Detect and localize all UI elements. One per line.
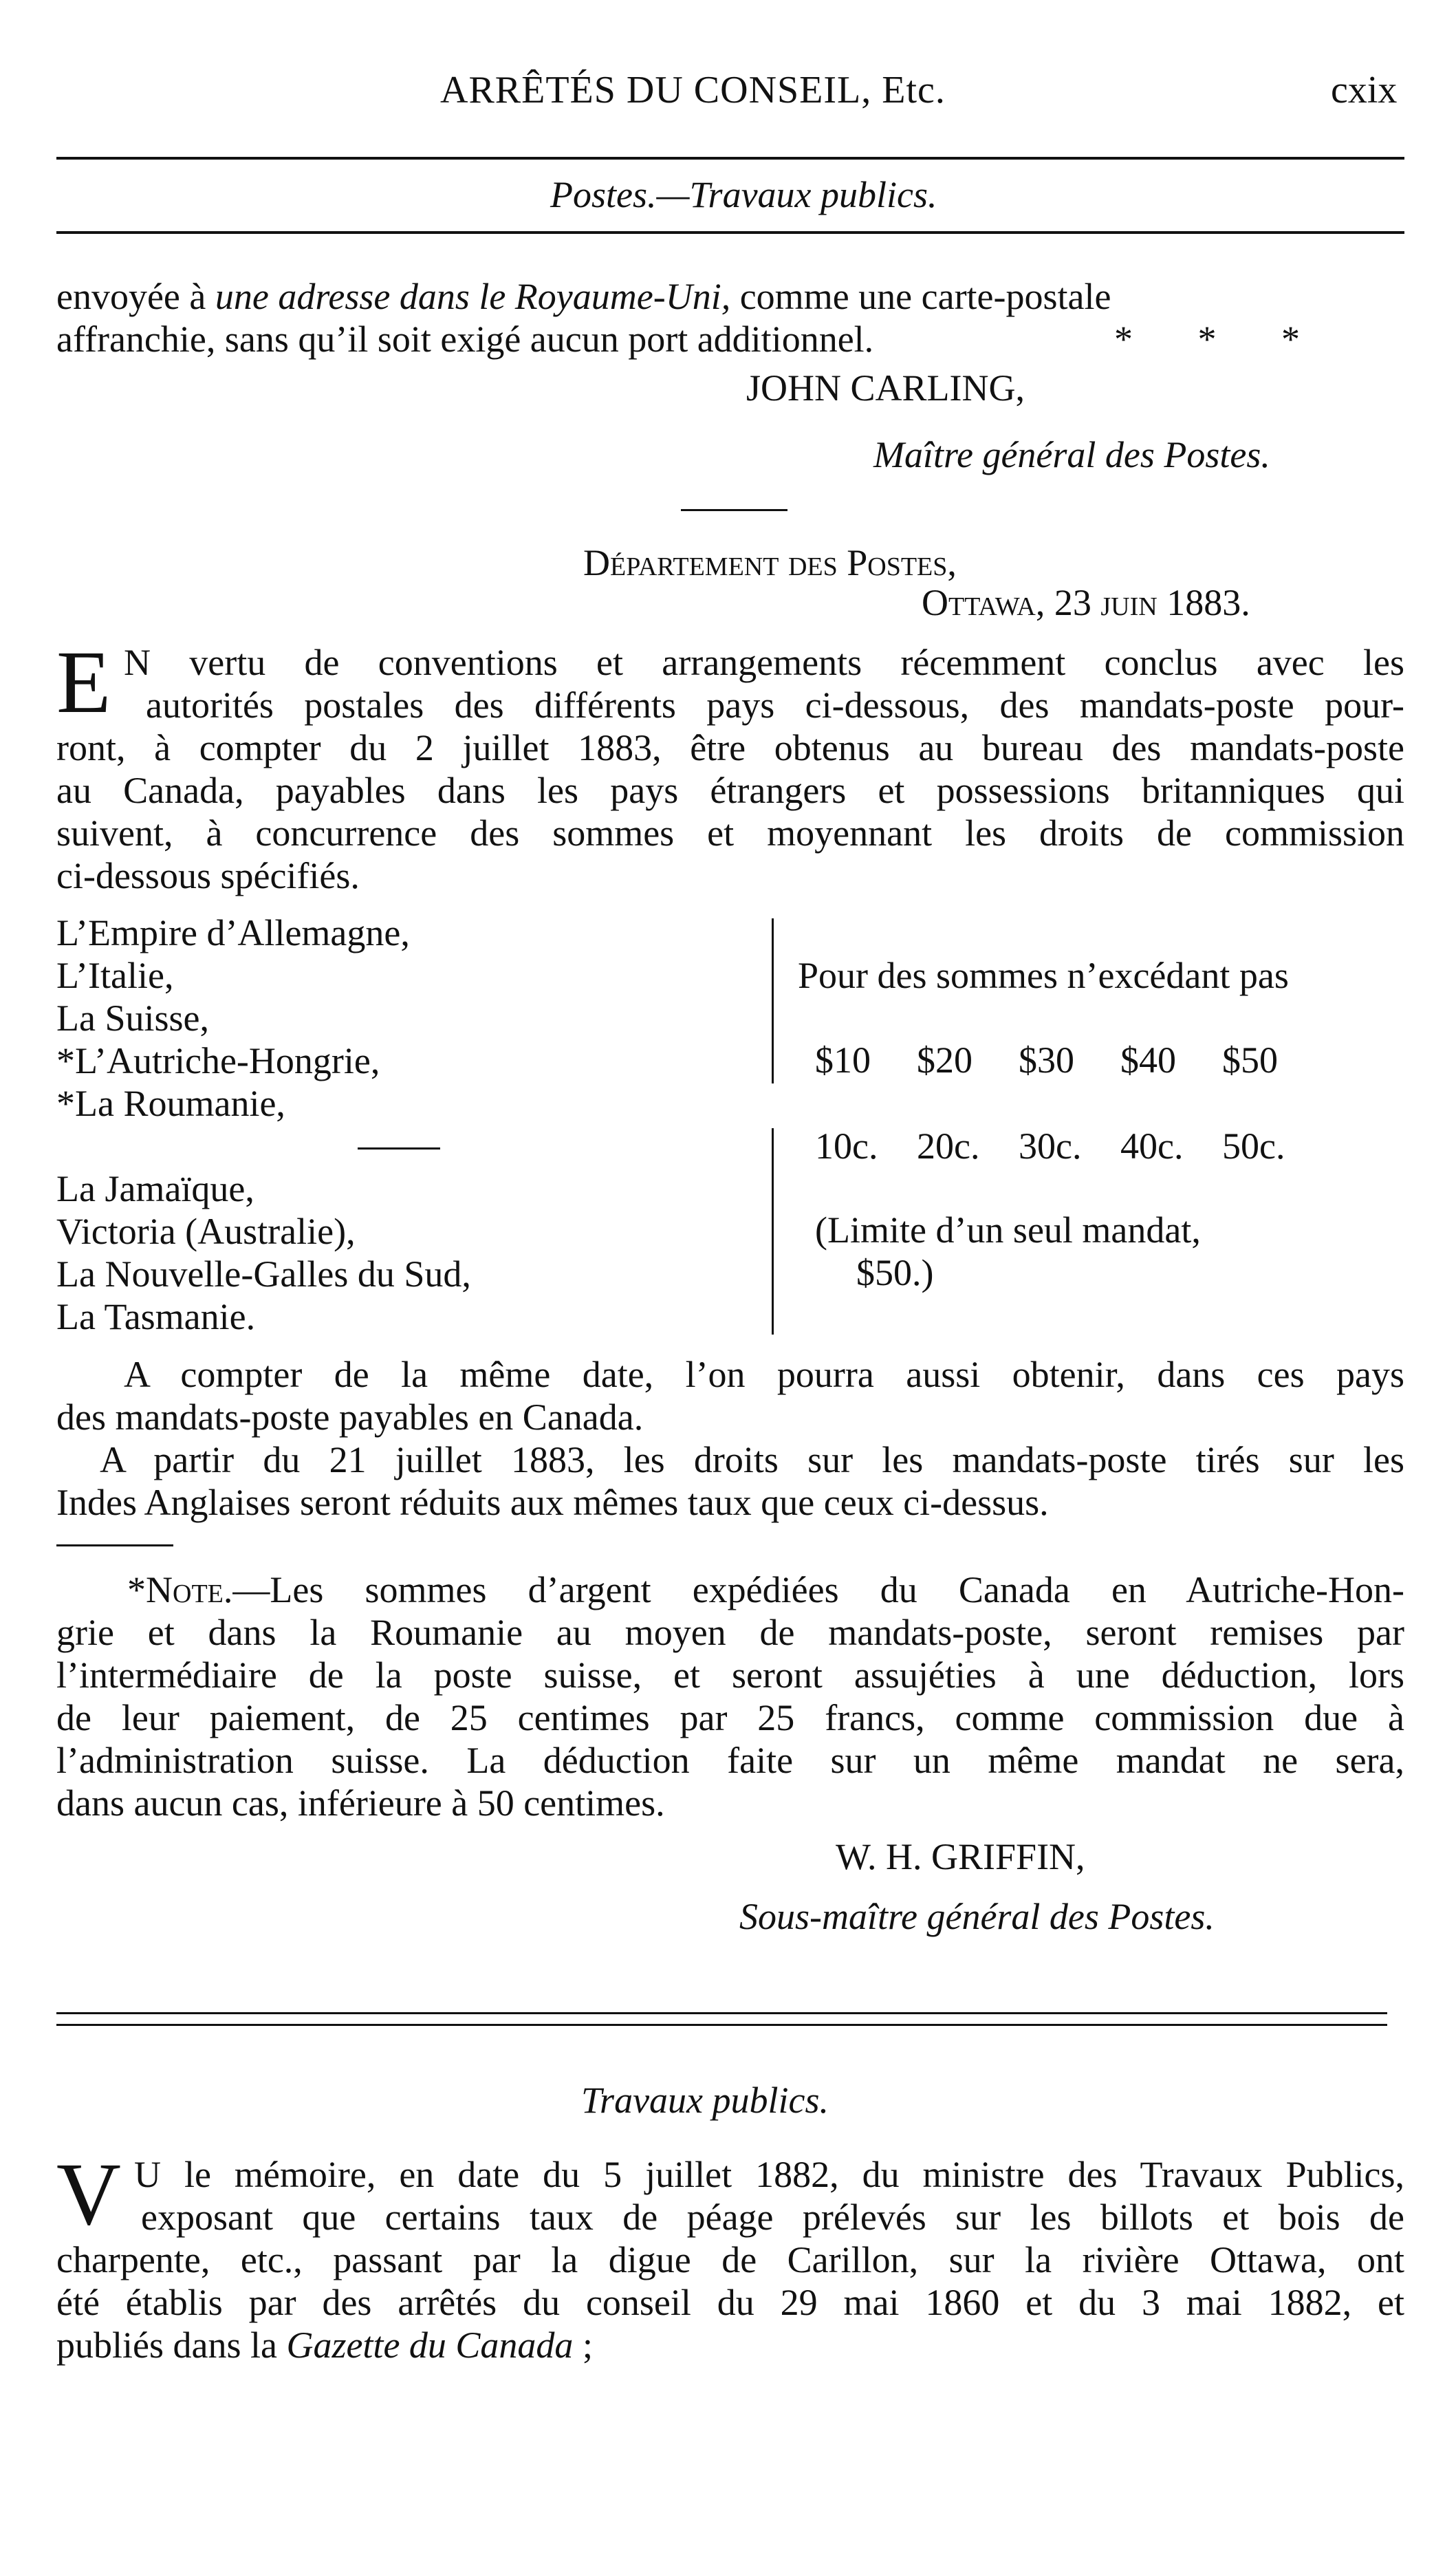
block2-signer: W. H. GRIFFIN,: [836, 1836, 1085, 1877]
note-separator: [56, 1544, 173, 1546]
running-title: ARRÊTÉS DU CONSEIL, Etc.: [440, 69, 946, 111]
page-number: cxix: [1331, 69, 1398, 111]
note-line4: de leur paiement, de 25 centimes par 25 francs, comme commission due à: [56, 1697, 1404, 1738]
para1-line2: autorités postales des différents pays ci-dessous, des mandats-poste pour-: [146, 684, 1404, 726]
brace-a: [772, 918, 774, 1083]
fee-cell: 30c.: [1019, 1125, 1082, 1167]
country-item: *L’Autriche-Hongrie,: [56, 1040, 380, 1081]
drop-cap-v: V: [56, 2145, 121, 2244]
note-line6: dans aucun cas, inférieure à 50 centimes.: [56, 1782, 665, 1824]
block1-signer-title: Maître général des Postes.: [873, 434, 1270, 475]
amount-cell: $30: [1019, 1039, 1074, 1081]
para1-line4: au Canada, payables dans les pays étrangers et possessions britanniques qui: [56, 770, 1404, 811]
para1-line3: ront, à compter du 2 juillet 1883, être obtenus au bureau des mandats-poste: [56, 727, 1404, 768]
para3-line1: U le mémoire, en date du 5 juillet 1882, du ministre des Travaux Publics,: [134, 2154, 1404, 2195]
country-list-b: [56, 1167, 471, 1338]
amount-cell: $50: [1222, 1039, 1278, 1081]
para3-line4: été établis par des arrêtés du conseil du 29 mai 1860 et du 3 mai 1882, et: [56, 2282, 1404, 2323]
para3-line2: exposant que certains taux de péage prélevés sur les billots et bois de: [141, 2197, 1404, 2238]
block1-signer: JOHN CARLING,: [746, 367, 1025, 409]
after-line2: des mandats-poste payables en Canada.: [56, 1396, 644, 1438]
amounts-label: Pour des sommes n’excédant pas: [798, 955, 1289, 996]
after-line3: A partir du 21 juillet 1883, les droits sur les mandats-poste tirés sur les: [100, 1439, 1404, 1480]
fee-cell: 20c.: [917, 1125, 980, 1167]
drop-cap-e: E: [56, 633, 111, 732]
limit-line2: $50.): [856, 1252, 934, 1293]
country-separator: [358, 1147, 440, 1150]
double-rule-bottom: [56, 2024, 1387, 2026]
country-item: La Suisse,: [56, 997, 209, 1039]
para3-line5: [56, 2324, 593, 2366]
block1-line1-italic: une adresse dans le Royaume-Uni,: [215, 276, 731, 317]
country-list-a: [56, 911, 410, 1125]
note-line1: [127, 1568, 1404, 1611]
country-item: Victoria (Australie),: [56, 1211, 356, 1252]
double-rule-top: [56, 2012, 1387, 2014]
amount-cell: $40: [1120, 1039, 1176, 1081]
note-line5: l’administration suisse. La déduction faite sur un même mandat ne sera,: [56, 1740, 1404, 1781]
brace-b: [772, 1128, 774, 1335]
department-heading: Département des Postes,: [583, 542, 957, 583]
note-line2: grie et dans la Roumanie au moyen de mandats-poste, seront remises par: [56, 1612, 1404, 1653]
fees-row: [815, 1125, 1324, 1167]
country-item: L’Empire d’Allemagne,: [56, 912, 410, 953]
block1-line2: affranchie, sans qu’il soit exigé aucun port additionnel.: [56, 319, 874, 360]
fee-cell: 10c.: [815, 1125, 878, 1167]
after-line1: A compter de la même date, l’on pourra aussi obtenir, dans ces pays: [124, 1354, 1404, 1395]
place-date-text: Ottawa, 23 juin 1883.: [922, 582, 1250, 623]
header-rule-bottom: [56, 231, 1404, 234]
fee-cell: 50c.: [1222, 1125, 1285, 1167]
para1-line6: ci-dessous spécifiés.: [56, 855, 360, 896]
para1-line5: suivent, à concurrence des sommes et moyennant les droits de commission: [56, 812, 1404, 854]
block1-line1-post: comme une carte-postale: [730, 276, 1111, 317]
amounts-row: [815, 1039, 1324, 1081]
travaux-title: Travaux publics.: [581, 2080, 829, 2121]
fee-cell: 40c.: [1120, 1125, 1184, 1167]
limit-line1: (Limite d’un seul mandat,: [815, 1209, 1201, 1251]
after-line4: Indes Anglaises seront réduits aux mêmes taux que ceux ci-dessus.: [56, 1482, 1049, 1523]
country-item: *La Roumanie,: [56, 1083, 285, 1124]
country-item: La Nouvelle-Galles du Sud,: [56, 1253, 471, 1295]
block1-separator: [681, 509, 787, 511]
note-line3: l’intermédiaire de la poste suisse, et seront assujéties à une déduction, lors: [56, 1654, 1404, 1696]
para3-line5-post: ;: [573, 2324, 593, 2366]
para3-line3: charpente, etc., passant par la digue de Carillon, sur la rivière Ottawa, ont: [56, 2239, 1404, 2280]
country-item: La Jamaïque,: [56, 1168, 254, 1209]
country-item: L’Italie,: [56, 955, 174, 996]
para3-line5-pre: publiés dans la: [56, 2324, 287, 2366]
place-date: [922, 581, 1250, 624]
note-line1-text: —Les sommes d’argent expédiées du Canada en Autriche-Hon-: [232, 1569, 1404, 1610]
country-item: La Tasmanie.: [56, 1296, 256, 1337]
block2-signer-title: Sous-maître général des Postes.: [739, 1896, 1215, 1937]
header-rule-top: [56, 157, 1404, 160]
amount-cell: $10: [815, 1039, 871, 1081]
section-title: Postes.—Travaux publics.: [550, 174, 937, 215]
para1-line1: N vertu de conventions et arrangements récemment conclus avec les: [124, 642, 1404, 683]
note-label: *Note.: [127, 1569, 233, 1610]
gazette-title: Gazette du Canada: [286, 2324, 574, 2366]
block1-line1: [56, 275, 1111, 318]
block1-stars: * * *: [1114, 319, 1300, 360]
amount-cell: $20: [917, 1039, 973, 1081]
block1-line1-pre: envoyée à: [56, 276, 215, 317]
